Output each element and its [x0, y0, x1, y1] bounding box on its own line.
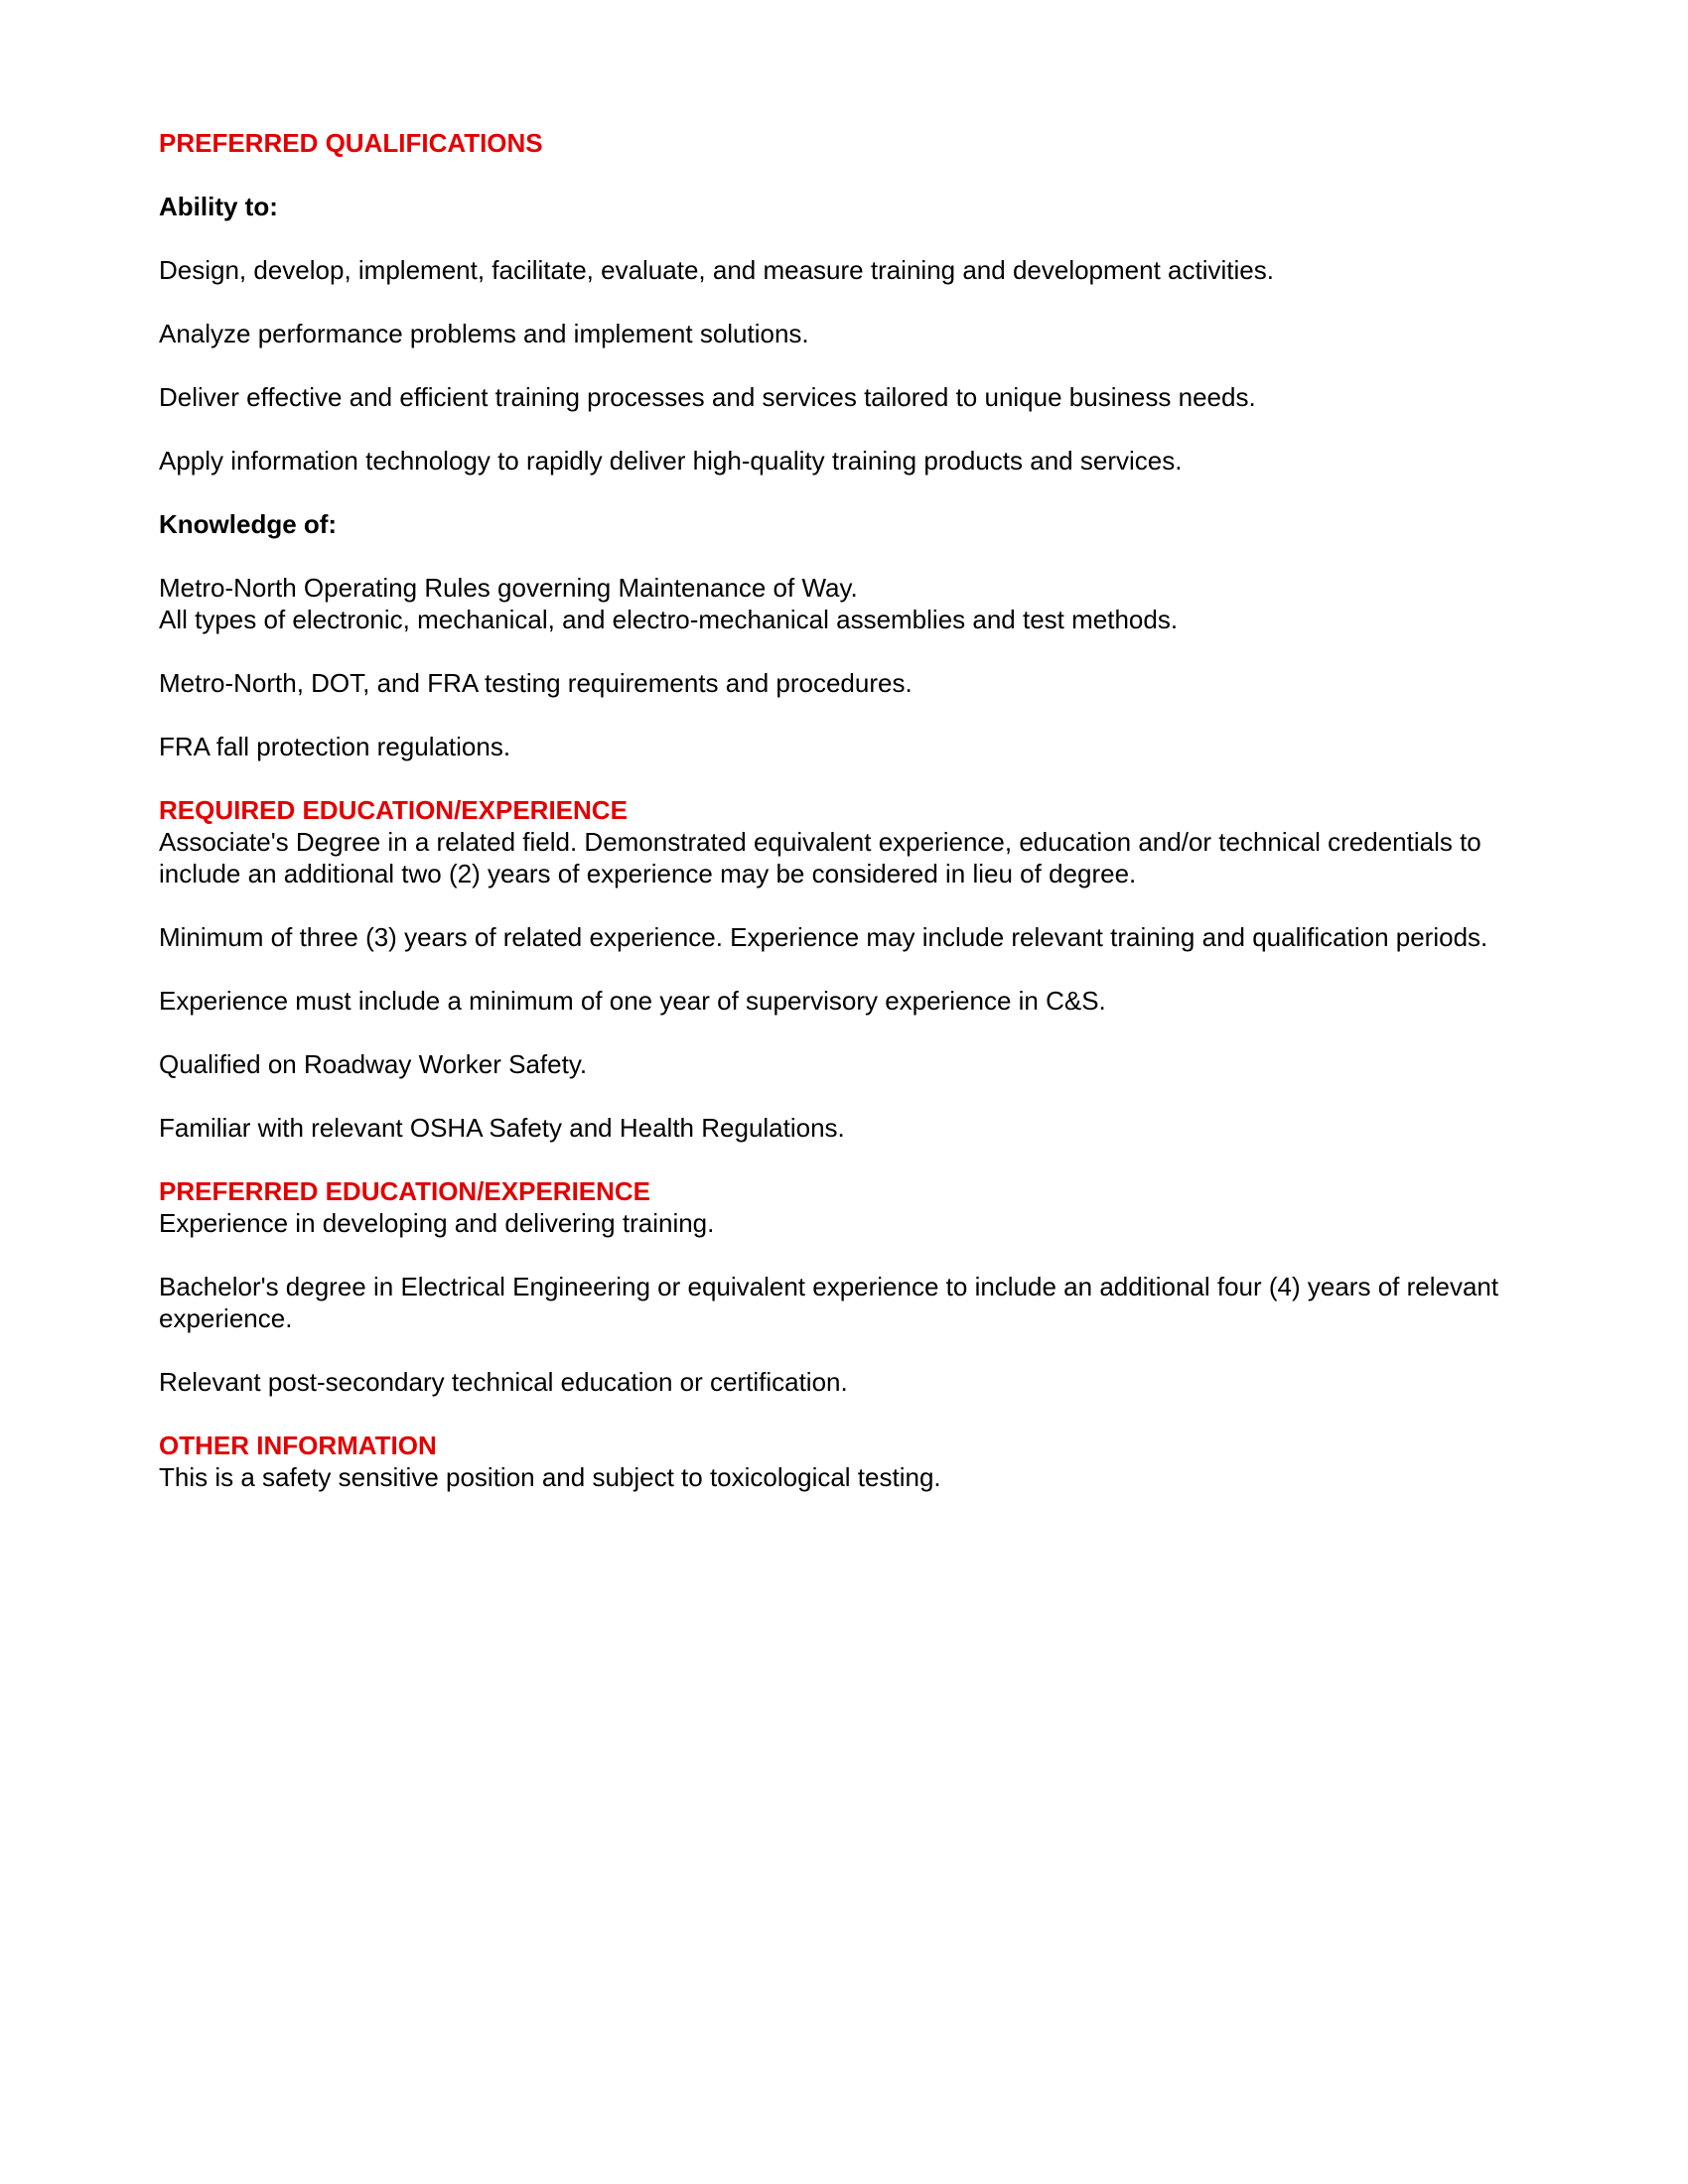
ability-item: Apply information technology to rapidly deliver high-quality training products and services. — [159, 446, 1183, 476]
knowledge-item: Metro-North Operating Rules governing Maintenance of Way. — [159, 573, 858, 603]
preferred-education-item: Experience in developing and delivering training. — [159, 1208, 715, 1238]
ability-to-heading: Ability to: — [159, 192, 278, 221]
preferred-education-item: Bachelor's degree in Electrical Engineering or equivalent experience to include an additional four (4) years of relevant experience. — [159, 1272, 1499, 1333]
knowledge-item: All types of electronic, mechanical, and electro-mechanical assemblies and test methods. — [159, 605, 1179, 634]
required-education-item: Experience must include a minimum of one year of supervisory experience in C&S. — [159, 986, 1106, 1016]
knowledge-of-heading: Knowledge of: — [159, 509, 338, 539]
preferred-qualifications-heading: PREFERRED QUALIFICATIONS — [159, 128, 543, 158]
other-information-heading: OTHER INFORMATION — [159, 1431, 437, 1460]
ability-item: Design, develop, implement, facilitate, evaluate, and measure training and development activities. — [159, 255, 1274, 285]
ability-item: Deliver effective and efficient training processes and services tailored to unique business needs. — [159, 382, 1256, 412]
other-information-text: This is a safety sensitive position and subject to toxicological testing. — [159, 1462, 941, 1492]
preferred-education-item: Relevant post-secondary technical education or certification. — [159, 1367, 848, 1397]
ability-item: Analyze performance problems and implement solutions. — [159, 319, 809, 348]
required-education-item: Familiar with relevant OSHA Safety and Health Regulations. — [159, 1113, 845, 1143]
required-education-heading: REQUIRED EDUCATION/EXPERIENCE — [159, 795, 628, 825]
document-page — [159, 127, 1509, 1493]
required-education-item: Qualified on Roadway Worker Safety. — [159, 1049, 588, 1079]
preferred-education-heading: PREFERRED EDUCATION/EXPERIENCE — [159, 1176, 651, 1206]
knowledge-item: FRA fall protection regulations. — [159, 732, 511, 761]
knowledge-item: Metro-North, DOT, and FRA testing requirements and procedures. — [159, 668, 913, 698]
required-education-item: Minimum of three (3) years of related experience. Experience may include relevant training and qualification periods. — [159, 922, 1488, 952]
required-education-item: Associate's Degree in a related field. Demonstrated equivalent experience, education and/or technical credentials to include an additional two (2) years of experience may be considered in lieu of degree. — [159, 827, 1481, 888]
